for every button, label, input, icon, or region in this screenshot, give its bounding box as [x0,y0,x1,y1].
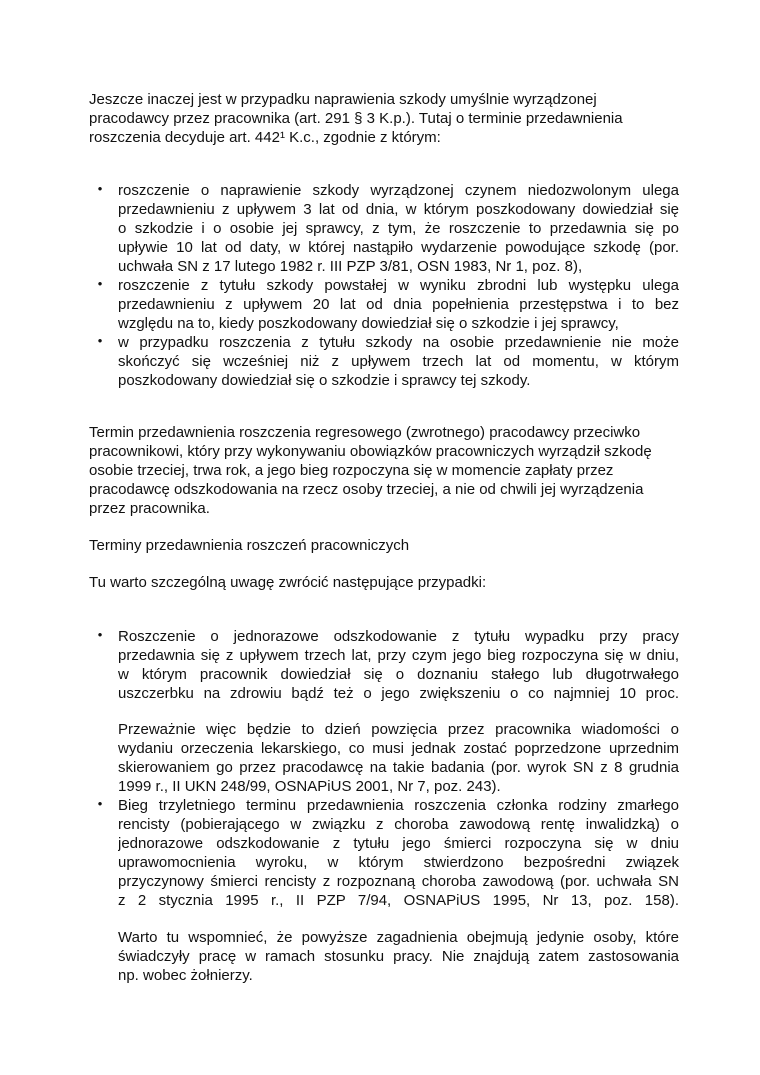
text-line: poszkodowany dowiedział się o szkodzie i sprawcy tej szkody. [118,372,531,389]
text-line: Bieg trzyletniego terminu przedawnienia roszczenia członka rodziny zmarłego [118,797,679,814]
text-line: 1999 r., II UKN 248/99, OSNAPiUS 2001, Nr 7, poz. 243). [118,778,501,795]
text-line: pracodawcy przez pracownika (art. 291 § 3 K.p.). Tutaj o terminie przedawnienia [89,110,623,127]
bullet-icon: • [97,796,103,811]
bullet-icon: • [97,181,103,196]
text-line: Termin przedawnienia roszczenia regresowego (zwrotnego) pracodawcy przeciwko [89,424,641,441]
text-line: roszczenia decyduje art. 442¹ K.c., zgodnie z którym: [89,129,441,146]
bullet-icon: • [97,333,103,348]
text-line: z 2 stycznia 1995 r., II PZP 7/94, OSNAPiUS 1995, Nr 13, poz. 158). [118,892,679,909]
text-line: rencisty (pobierającego w związku z choroba zawodową rentę inwalidzką) o [118,816,679,833]
text-line: przyczynowy śmierci rencisty z rozpoznaną choroba zawodową (por. uchwała SN [118,873,679,890]
text-line: o szkodzie i o osobie jej sprawcy, z tym, że roszczenie to przedawnia się po [118,220,679,237]
text-line: w którym pracownik dowiedział się o doznaniu stałego lub długotrwałego [118,666,679,683]
text-line: Tu warto szczególną uwagę zwrócić następujące przypadki: [89,574,487,591]
bullet-icon: • [97,276,103,291]
text-line: Przeważnie więc będzie to dzień powzięcia przez pracownika wiadomości o [118,721,679,738]
text-line: przedawnieniu z upływem 3 lat od dnia, w którym poszkodowany dowiedział się [118,201,679,218]
text-line: przez pracownika. [89,500,210,517]
text-line: Roszczenie o jednorazowe odszkodowanie z tytułu wypadku przy pracy [118,628,679,645]
list-item [97,796,679,910]
paragraph [89,90,679,147]
text-line: uchwała SN z 17 lutego 1982 r. III PZP 3/81, OSN 1983, Nr 1, poz. 8), [118,258,583,275]
text-line: Terminy przedawnienia roszczeń pracowniczych [89,537,410,554]
text-line: przedawnia się z upływem trzech lat, przy czym jego bieg rozpoczyna się w dniu, [118,647,679,664]
text-line: skierowaniem go przez pracodawcę na takie badania (por. wyrok SN z 8 grudnia [118,759,679,776]
paragraph [89,536,679,555]
paragraph [89,573,679,592]
paragraph [118,720,679,796]
text-line: upływie 10 lat od daty, w której nastąpiło wydarzenie powodujące szkodę (por. [118,239,679,256]
list-item [97,333,679,390]
text-line: w przypadku roszczenia z tytułu szkody na osobie przedawnienie nie może [118,334,679,351]
text-line: np. wobec żołnierzy. [118,967,253,984]
text-line: uprawomocnienia wyroku, w którym stwierdzono bezpośredni związek [118,854,679,871]
text-line: uszczerbku na zdrowiu bądź też o jego zwiększeniu o co najmniej 10 proc. [118,685,679,702]
paragraph [118,928,679,985]
text-line: jednorazowe odszkodowanie z tytułu jego śmierci rozpoczyna się w dniu [118,835,679,852]
text-line: Jeszcze inaczej jest w przypadku naprawienia szkody umyślnie wyrządzonej [89,91,597,108]
text-line: roszczenie z tytułu szkody powstałej w wyniku zbrodni lub występku ulega [118,277,679,294]
text-line: osobie trzeciej, trwa rok, a jego bieg rozpoczyna się w momencie zapłaty przez [89,462,614,479]
list-item [97,181,679,276]
list-item [97,627,679,703]
text-line: przedawnieniu z upływem 20 lat od dnia popełnienia przestępstwa i to bez [118,296,679,313]
text-line: skończyć się wcześniej niż z upływem trzech lat od momentu, w którym [118,353,679,370]
text-line: pracodawcę odszkodowania na rzecz osoby trzeciej, a nie od chwili jej wyrządzenia [89,481,644,498]
text-line: względu na to, kiedy poszkodowany dowiedział się o szkodzie i jej sprawcy, [118,315,619,332]
paragraph [89,423,679,518]
text-line: Warto tu wspomnieć, że powyższe zagadnienia obejmują jedynie osoby, które [118,929,679,946]
text-line: świadczyły pracę w ramach stosunku pracy. Nie znajdują zatem zastosowania [118,948,679,965]
bullet-icon: • [97,627,103,642]
text-line: wydaniu orzeczenia lekarskiego, co musi jednak zostać poprzedzone uprzednim [118,740,679,757]
text-line: roszczenie o naprawienie szkody wyrządzonej czynem niedozwolonym ulega [118,182,679,199]
list-item [97,276,679,333]
text-line: pracownikowi, który przy wykonywaniu obowiązków pracowniczych wyrządził szkodę [89,443,652,460]
